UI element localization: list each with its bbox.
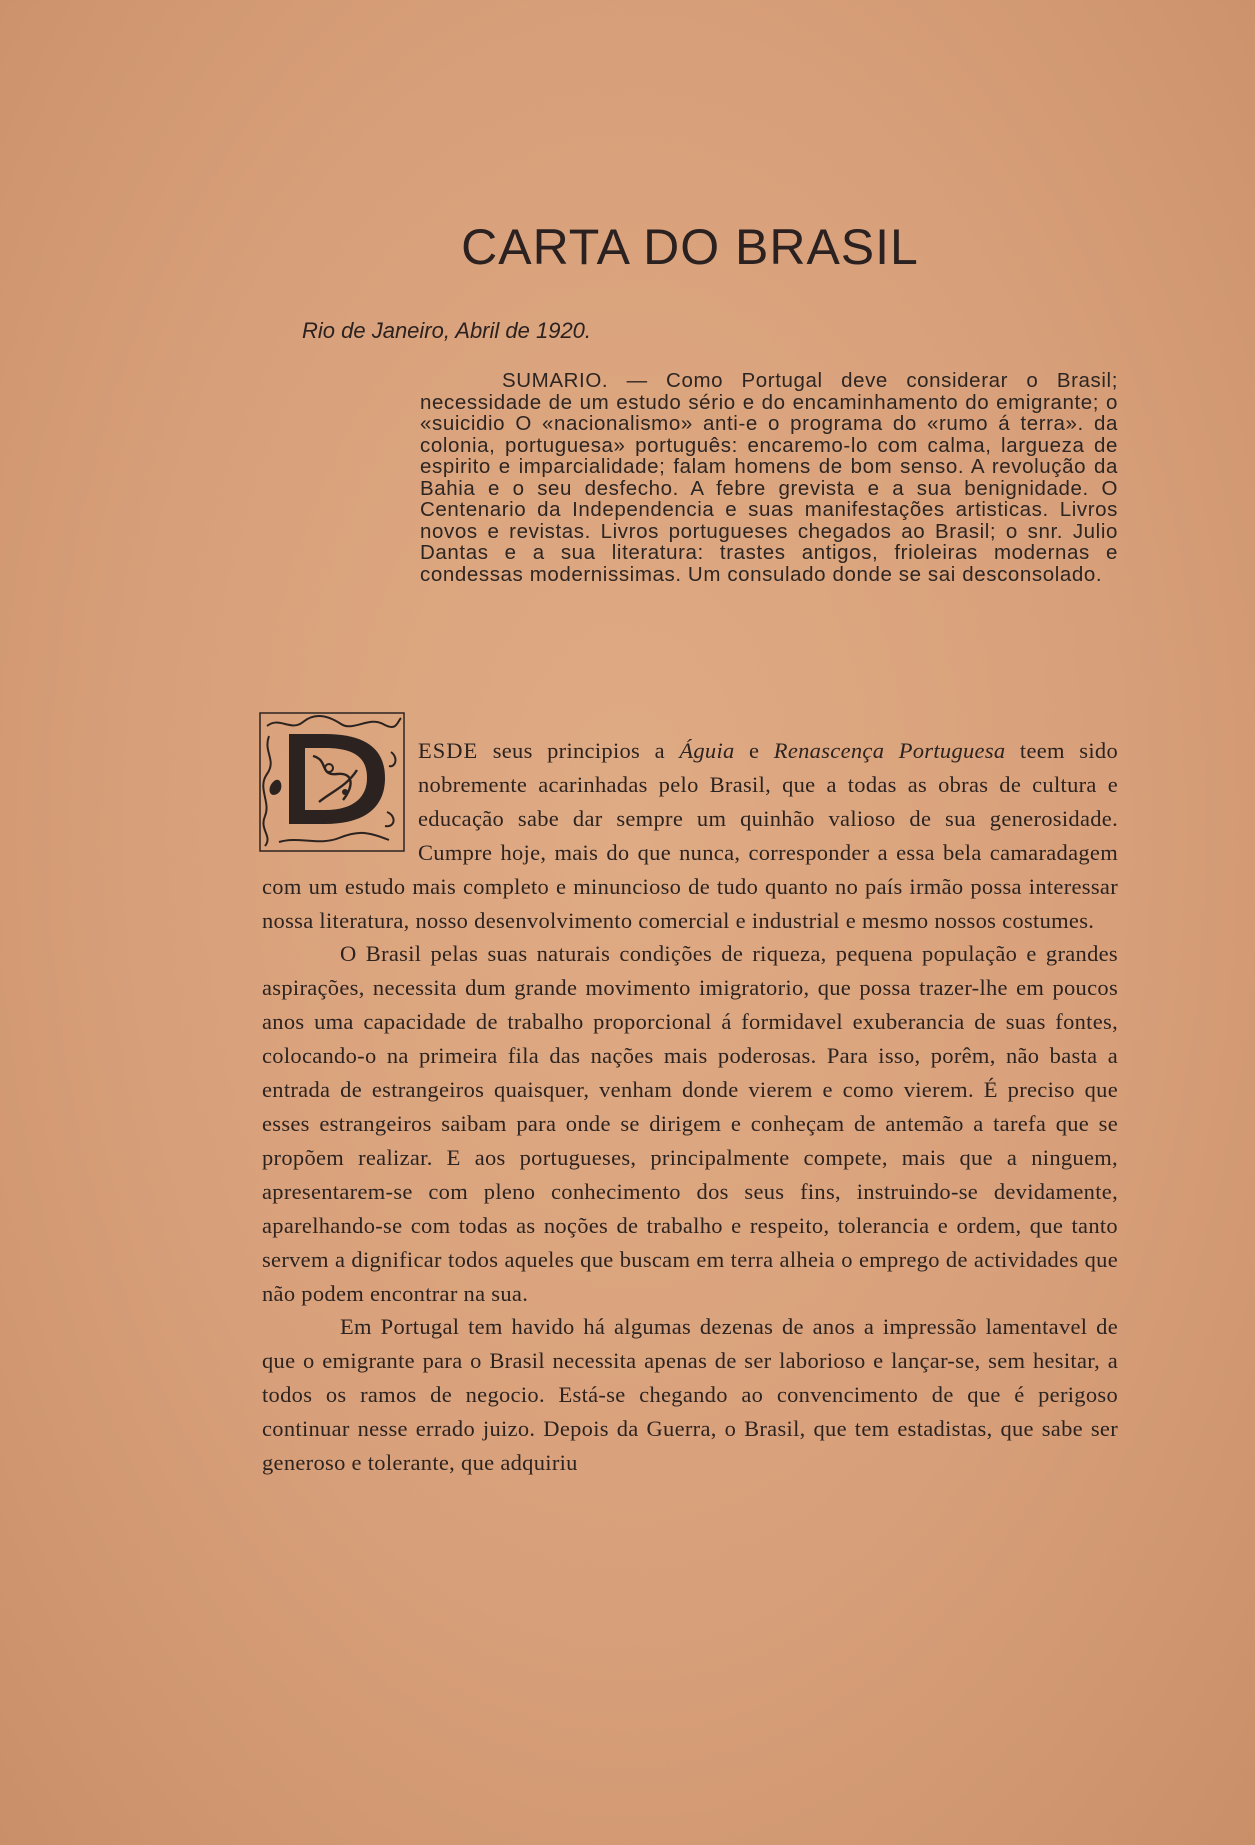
article-title: CARTA DO BRASIL (461, 219, 919, 275)
article-body (262, 734, 1118, 1480)
p1-text-b: e (734, 738, 774, 763)
dateline: Rio de Janeiro, Abril de 1920. (302, 318, 592, 343)
paragraph-2: O Brasil pelas suas naturais condições de riqueza, pequena população e grandes aspirações, necessita dum grande movimento imigratorio, que possa trazer-lhe em poucos anos uma capacidade de trabalho proporcional á formidavel exuberancia de suas fontes, colocando-o na primeira fila das nações mais poderosas. Para isso, porêm, não basta a entrada de estrangeiros quaisquer, venham donde vierem e como vierem. É preciso que esses estrangeiros saibam para onde se dirigem e conheçam de antemão a tarefa que se propõem realizar. E aos portugueses, principalmente compete, mais que a ninguem, apresentarem-se com pleno conhecimento dos seus fins, instruindo-se devidamente, aparelhando-se com todas as noções de trabalho e respeito, tolerancia e ordem, que tanto servem a dignificar todos aqueles que buscam em terra alheia o emprego de actividades que não podem encontrar na sua. (262, 941, 1118, 1306)
journal-name-renascenca: Renascença Portuguesa (773, 738, 1006, 763)
drop-cap-space (262, 734, 414, 862)
journal-name-aguia: Águia (679, 738, 735, 763)
summary: SUMARIO. — Como Portugal deve considerar o Brasil; necessidade de um estudo sério e do encaminhamento do emigrante; o «suicidio O «nacionalismo» anti-e o programa do «rumo á terra». da colonia, portuguesa» português: encaremo-lo com calma, largueza de espirito e imparcialidade; falam homens de bom senso. A revolução da Bahia e o seu desfecho. A febre grevista e a sua benignidade. O Centenario da Independencia e suas manifestações artisticas. Livros novos e revistas. Livros portugueses chegados ao Brasil; o snr. Julio Dantas e a sua literatura: trastes antigos, frioleiras modernas e condessas modernissimas. Um consulado donde se sai desconsolado. (420, 369, 1118, 586)
paragraph-3: Em Portugal tem havido há algumas dezenas de anos a impressão lamentavel de que o emigrante para o Brasil necessita apenas de ser laborioso e lançar-se, sem hesitar, a todos os ramos de negocio. Está-se chegando ao convencimento de que é perigoso continuar nesse errado juizo. Depois da Guerra, o Brasil, que tem estadistas, que sabe ser generoso e tolerante, que adquiriu (262, 1314, 1118, 1476)
p1-text-c: teem sido nobremente acarinhadas pelo Brasil, que a todas as obras de cultura e educação sabe dar sempre um quinhão valioso de sua generosidade. Cumpre hoje, mais do que nunca, corresponder a essa bela camaradagem com um estudo mais completo e minuncioso de tudo quanto no país irmão possa interessar nossa literatura, nosso desenvolvimento comercial e industrial e mesmo nossos costumes. (262, 738, 1119, 933)
paragraph-1 (262, 734, 1118, 937)
opening-word: ESDE (418, 738, 479, 763)
p1-text-a: seus principios a (478, 738, 680, 763)
